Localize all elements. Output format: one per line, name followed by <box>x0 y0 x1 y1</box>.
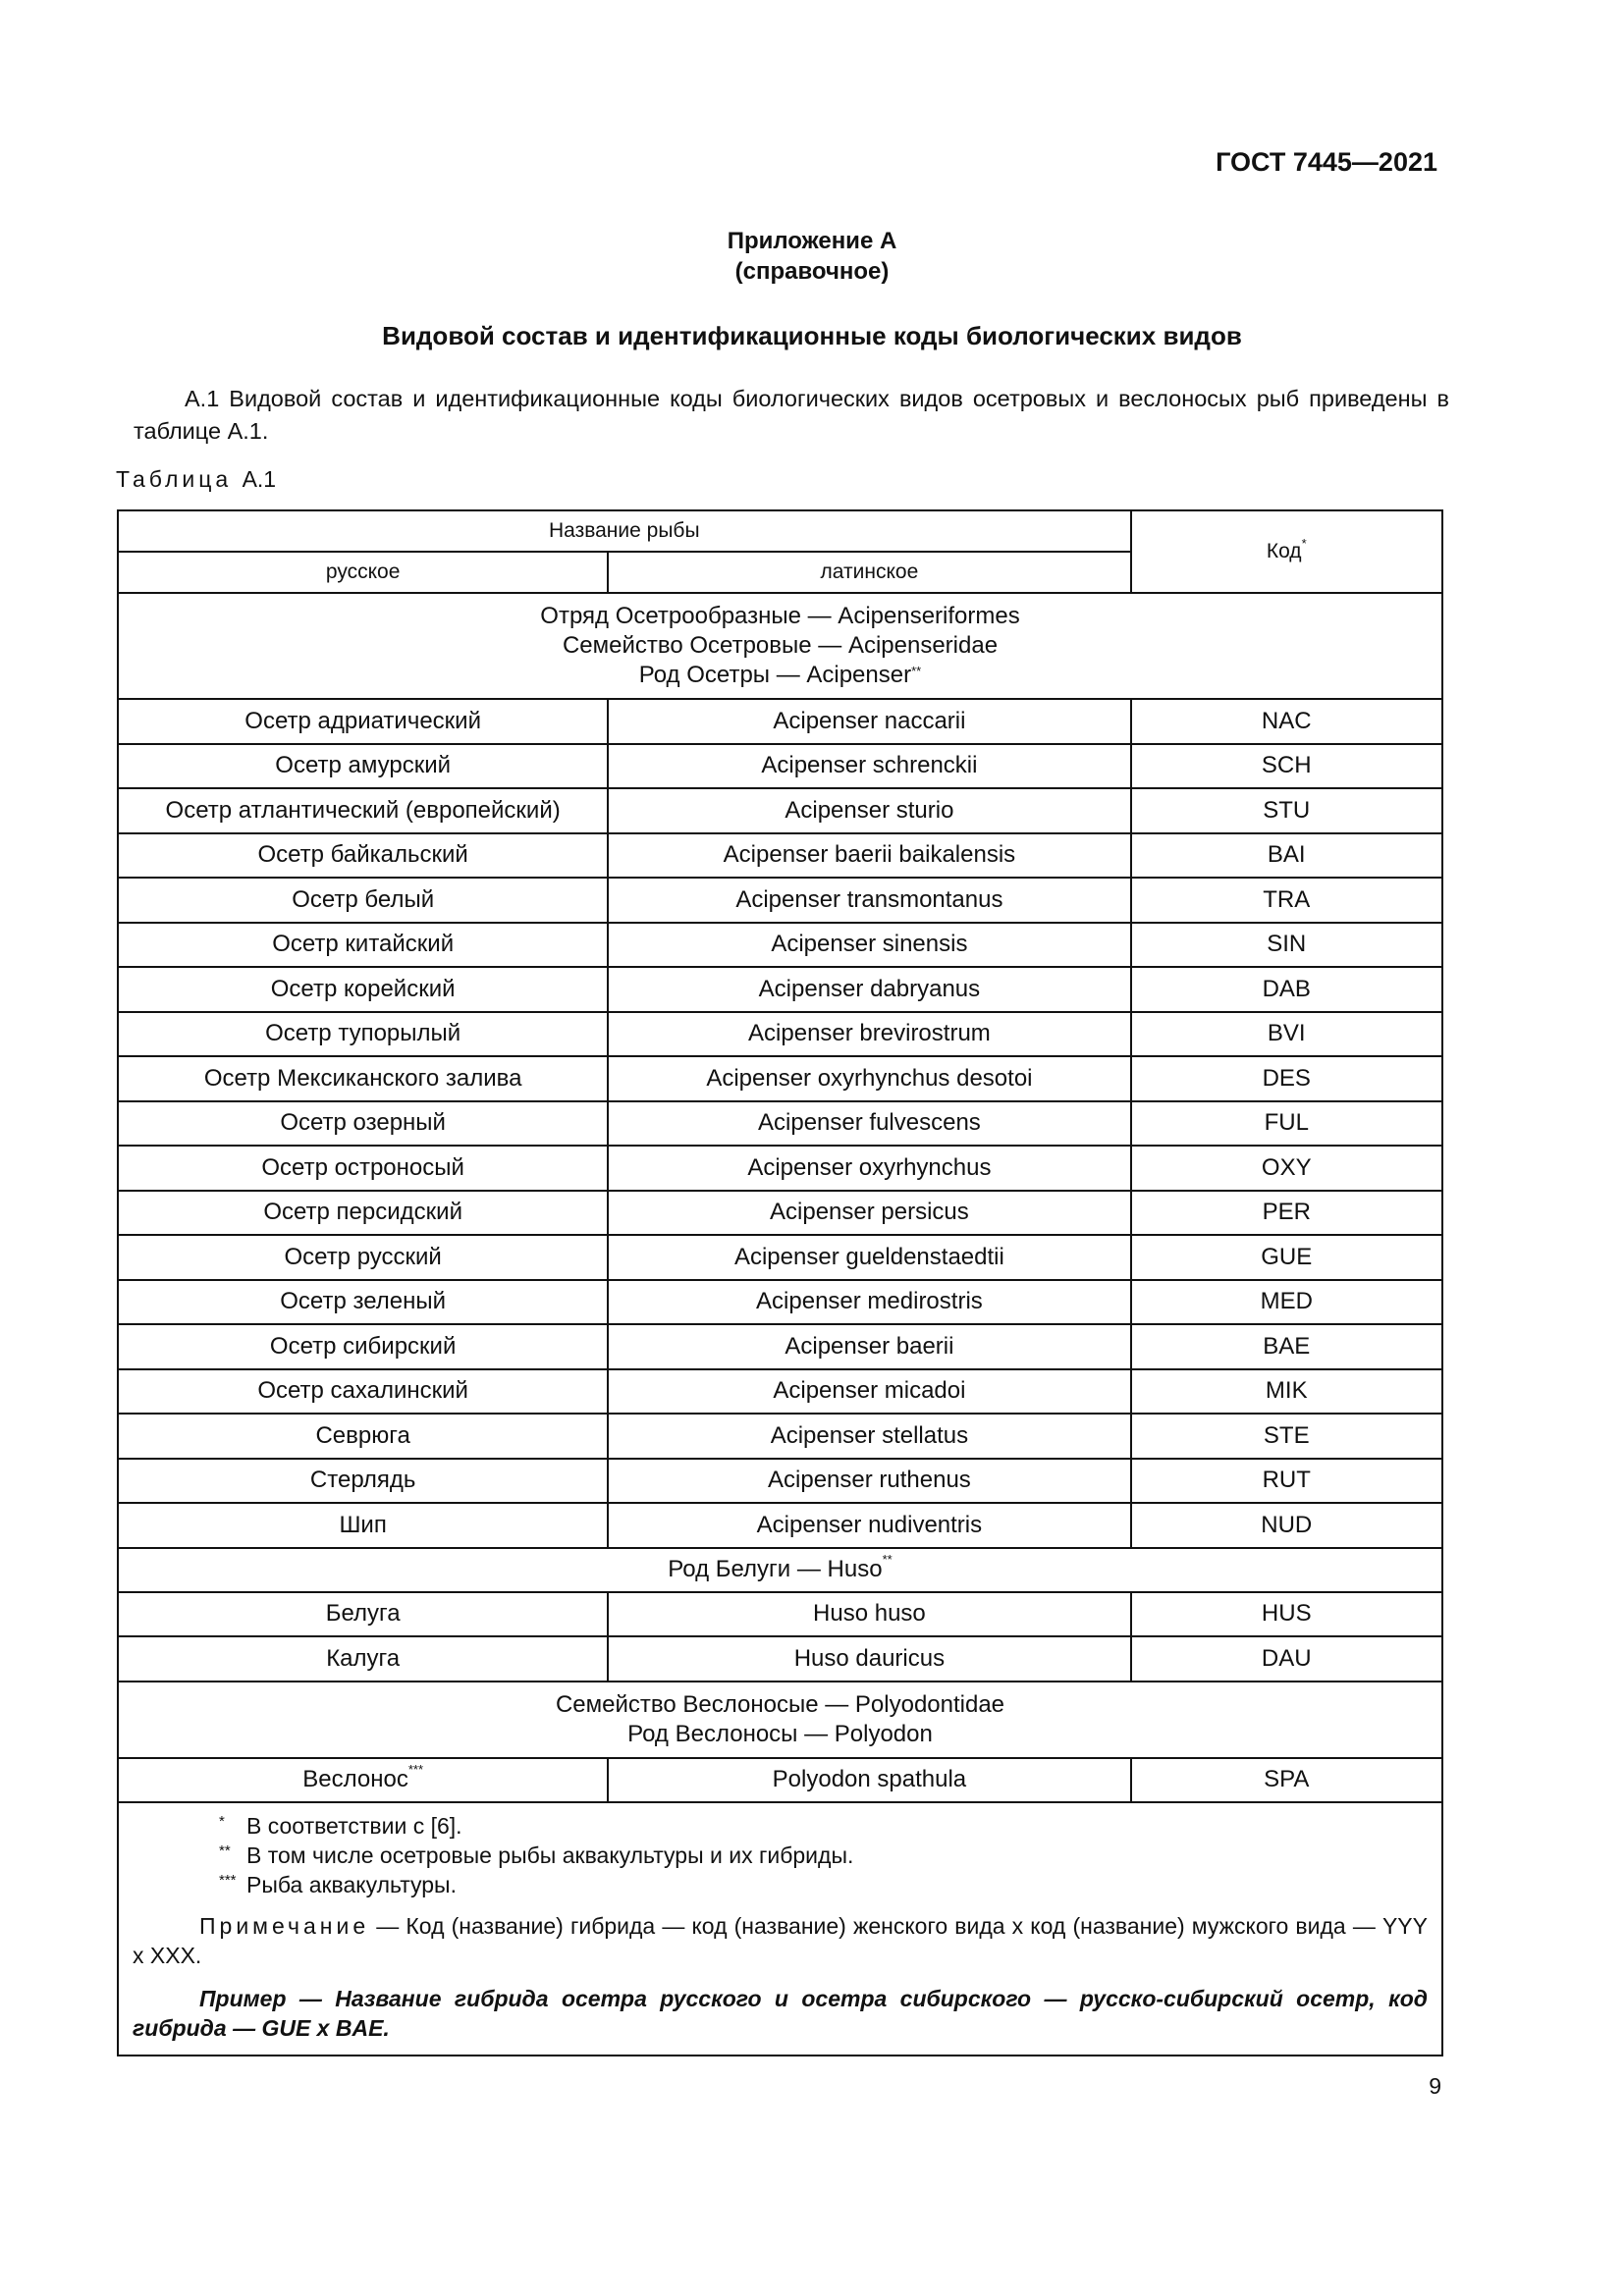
header-fish-name: Название рыбы <box>118 510 1131 552</box>
table-row <box>118 1056 1442 1101</box>
cell-latin: Acipenser oxyrhynchus <box>608 1146 1130 1191</box>
table-row <box>118 1459 1442 1504</box>
cell-code: NUD <box>1131 1503 1442 1548</box>
table-row <box>118 1280 1442 1325</box>
cell-code: SIN <box>1131 923 1442 968</box>
cell-latin: Acipenser persicus <box>608 1191 1130 1236</box>
cell-code: DAB <box>1131 967 1442 1012</box>
footnote-text: В соответствии с [6]. <box>246 1813 462 1839</box>
footnote-text: Рыба аквакультуры. <box>246 1872 457 1897</box>
group-acipenser <box>118 593 1442 699</box>
cell-code: DAU <box>1131 1636 1442 1682</box>
cell-russian: Осетр китайский <box>118 923 608 968</box>
header-russian: русское <box>118 552 608 593</box>
cell-latin: Acipenser medirostris <box>608 1280 1130 1325</box>
cell-code: MED <box>1131 1280 1442 1325</box>
cell-russian: Севрюга <box>118 1414 608 1459</box>
group-family: Семейство Осетровые — Acipenseridae <box>562 632 999 659</box>
table-row <box>118 1235 1442 1280</box>
header-code <box>1131 510 1442 593</box>
cell-code: OXY <box>1131 1146 1442 1191</box>
note-label: Примечание <box>199 1913 370 1939</box>
table-row <box>118 1146 1442 1191</box>
cell-russian: Осетр байкальский <box>118 833 608 879</box>
table-caption-word: Таблица <box>116 466 233 492</box>
group-polyodon-genus: Род Веслоносы — Polyodon <box>627 1720 933 1747</box>
header-code-label: Код <box>1266 540 1302 562</box>
group-huso-genus: Род Белуги — Huso <box>668 1556 883 1582</box>
cell-russian: Осетр корейский <box>118 967 608 1012</box>
cell-latin: Acipenser sturio <box>608 788 1130 833</box>
cell-latin: Acipenser oxyrhynchus desotoi <box>608 1056 1130 1101</box>
cell-latin: Acipenser gueldenstaedtii <box>608 1235 1130 1280</box>
table-row <box>118 1636 1442 1682</box>
cell-russian: Осетр русский <box>118 1235 608 1280</box>
cell-russian: Стерлядь <box>118 1459 608 1504</box>
cell-latin: Acipenser baerii baikalensis <box>608 833 1130 879</box>
cell-code: SCH <box>1131 744 1442 789</box>
cell-code: STE <box>1131 1414 1442 1459</box>
cell-russian: Осетр тупорылый <box>118 1012 608 1057</box>
table-row <box>118 699 1442 744</box>
cell-russian-text: Веслонос <box>302 1766 408 1793</box>
table-row <box>118 1101 1442 1147</box>
cell-russian: Осетр белый <box>118 878 608 923</box>
cell-latin: Acipenser dabryanus <box>608 967 1130 1012</box>
cell-code: SPA <box>1131 1758 1442 1803</box>
cell-code: STU <box>1131 788 1442 833</box>
table-row <box>118 1414 1442 1459</box>
group-order: Отряд Осетрообразные — Acipenseriformes <box>540 603 1020 629</box>
table-caption <box>116 466 276 493</box>
cell-russian: Осетр сахалинский <box>118 1369 608 1415</box>
cell-russian: Осетр зеленый <box>118 1280 608 1325</box>
table-row <box>118 744 1442 789</box>
table-note <box>133 1911 1428 1970</box>
cell-latin: Acipenser fulvescens <box>608 1101 1130 1147</box>
table-row <box>118 878 1442 923</box>
cell-russian: Белуга <box>118 1592 608 1637</box>
cell-latin: Acipenser naccarii <box>608 699 1130 744</box>
cell-russian: Осетр сибирский <box>118 1324 608 1369</box>
cell-latin: Acipenser stellatus <box>608 1414 1130 1459</box>
note-text: — Код (название) гибрида — код (название) женского вида х код (название) мужского вида — YYY х XXX. <box>133 1913 1428 1968</box>
cell-latin: Acipenser schrenckii <box>608 744 1130 789</box>
table-row <box>118 1503 1442 1548</box>
cell-latin: Acipenser nudiventris <box>608 1503 1130 1548</box>
intro-paragraph: А.1 Видовой состав и идентификационные коды биологических видов осетровых и веслоносых рыб приведены в таблице А.1. <box>134 386 1449 444</box>
cell-code: BAI <box>1131 833 1442 879</box>
header-code-mark: * <box>1301 536 1307 551</box>
cell-latin: Acipenser ruthenus <box>608 1459 1130 1504</box>
cell-russian: Осетр амурский <box>118 744 608 789</box>
cell-code: NAC <box>1131 699 1442 744</box>
header-latin: латинское <box>608 552 1130 593</box>
cell-latin: Polyodon spathula <box>608 1758 1130 1803</box>
page-number: 9 <box>1429 2073 1441 2099</box>
table-row <box>118 1324 1442 1369</box>
table-row <box>118 1369 1442 1415</box>
appendix-subtitle: (справочное) <box>734 258 890 285</box>
cell-russian: Осетр озерный <box>118 1101 608 1147</box>
table-row <box>118 967 1442 1012</box>
cell-latin: Huso dauricus <box>608 1636 1130 1682</box>
cell-russian: Осетр Мексиканского залива <box>118 1056 608 1101</box>
group-genus-mark: ** <box>911 664 922 678</box>
table-row <box>118 833 1442 879</box>
cell-russian: Шип <box>118 1503 608 1548</box>
table-example: Пример — Название гибрида осетра русского и осетра сибирского — русско-сибирский осетр, код гибрида — GUE х BAE. <box>133 1986 1428 2041</box>
table-row <box>118 923 1442 968</box>
table-row <box>118 1191 1442 1236</box>
footnote-text: В том числе осетровые рыбы аквакультуры и их гибриды. <box>246 1842 854 1868</box>
cell-russian: Калуга <box>118 1636 608 1682</box>
cell-latin: Acipenser transmontanus <box>608 878 1130 923</box>
cell-russian-mark: *** <box>407 1762 424 1778</box>
cell-code: MIK <box>1131 1369 1442 1415</box>
table-row <box>118 788 1442 833</box>
cell-code: BAE <box>1131 1324 1442 1369</box>
footnote <box>133 1870 1428 1899</box>
cell-russian: Осетр остроносый <box>118 1146 608 1191</box>
table-caption-number: А.1 <box>242 466 277 492</box>
cell-latin: Acipenser baerii <box>608 1324 1130 1369</box>
footnote <box>133 1811 1428 1841</box>
cell-code: RUT <box>1131 1459 1442 1504</box>
cell-latin: Acipenser brevirostrum <box>608 1012 1130 1057</box>
cell-code: GUE <box>1131 1235 1442 1280</box>
group-genus <box>119 661 1441 690</box>
group-polyodon-family: Семейство Веслоносые — Polyodontidae <box>555 1690 1005 1718</box>
table-footnotes <box>118 1802 1442 2056</box>
table-row <box>118 1592 1442 1637</box>
cell-russian: Осетр персидский <box>118 1191 608 1236</box>
footnote-mark: *** <box>219 1872 237 1889</box>
cell-russian: Осетр адриатический <box>118 699 608 744</box>
appendix-title: Приложение А <box>727 228 897 254</box>
cell-code: TRA <box>1131 878 1442 923</box>
cell-russian: Осетр атлантический (европейский) <box>118 788 608 833</box>
section-title: Видовой состав и идентификационные коды биологических видов <box>382 321 1242 350</box>
cell-russian <box>118 1758 608 1803</box>
cell-code: PER <box>1131 1191 1442 1236</box>
footnote <box>133 1841 1428 1870</box>
footnote-mark: * <box>219 1813 225 1830</box>
group-genus-label: Род Осетры — Acipenser <box>638 662 912 688</box>
species-table <box>117 509 1443 2056</box>
cell-code: HUS <box>1131 1592 1442 1637</box>
cell-code: BVI <box>1131 1012 1442 1057</box>
table-row <box>118 1012 1442 1057</box>
cell-latin: Acipenser micadoi <box>608 1369 1130 1415</box>
group-polyodon <box>118 1682 1442 1758</box>
document-code: ГОСТ 7445—2021 <box>1216 147 1437 177</box>
footnote-mark: ** <box>219 1842 231 1859</box>
cell-code: FUL <box>1131 1101 1442 1147</box>
group-huso-mark: ** <box>882 1552 893 1567</box>
table-row <box>118 1758 1442 1803</box>
cell-latin: Acipenser sinensis <box>608 923 1130 968</box>
cell-code: DES <box>1131 1056 1442 1101</box>
cell-latin: Huso huso <box>608 1592 1130 1637</box>
group-huso <box>118 1548 1442 1592</box>
